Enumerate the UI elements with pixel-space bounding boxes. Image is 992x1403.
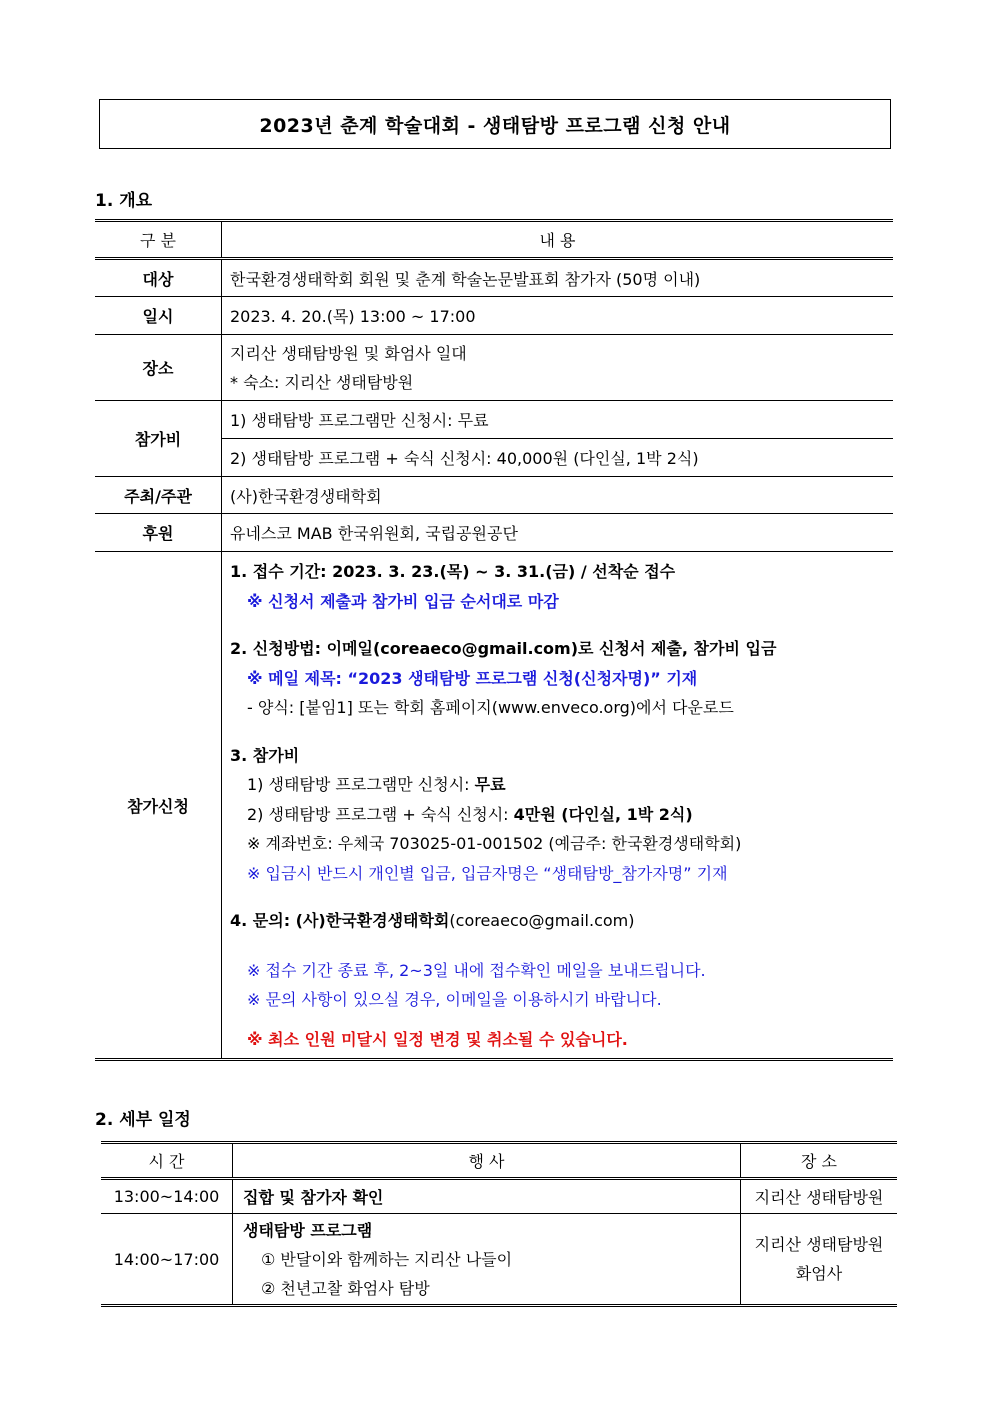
schedule-place-1: 지리산 생태탐방원 [741, 1179, 898, 1214]
apply-label: 참가신청 [95, 552, 222, 1060]
schedule-event-2: 생태탐방 프로그램 [243, 1220, 373, 1240]
header-category: 구 분 [95, 221, 222, 259]
target-label: 대상 [95, 259, 222, 297]
place-label: 장소 [95, 335, 222, 401]
schedule-table [101, 1141, 897, 1307]
apply-method: 2. 신청방법: 이메일(coreaeco@gmail.com)로 신청서 제출, 참가비 입금 [230, 639, 777, 658]
section-heading-overview: 1. 개요 [95, 191, 153, 211]
apply-details [222, 552, 894, 1060]
table-header-row [95, 221, 893, 259]
sponsor-value: 유네스코 MAB 한국위원회, 국립공원공단 [222, 514, 894, 552]
apply-mail-subject: ※ 메일 제목: “2023 생태탐방 프로그램 신청(신청자명)” 기재 [247, 668, 698, 688]
schedule-place-2b: 화엄사 [795, 1264, 843, 1283]
apply-period-note: ※ 신청서 제출과 참가비 입금 순서대로 마감 [247, 591, 559, 611]
place-note: * 숙소: 지리산 생태탐방원 [230, 372, 414, 392]
table-row [95, 514, 893, 552]
apply-fee-1: 1) 생태탐방 프로그램만 신청시: 무료 [247, 775, 506, 794]
apply-contact: 4. 문의: (사)한국환경생태학회(coreaeco@gmail.com) [230, 911, 635, 930]
header-time: 시 간 [101, 1143, 233, 1179]
table-row [101, 1179, 897, 1214]
fee-option-1: 1) 생태탐방 프로그램만 신청시: 무료 [222, 401, 894, 439]
table-row [95, 335, 893, 401]
host-label: 주최/주관 [95, 477, 222, 514]
apply-warning: ※ 최소 인원 미달시 일정 변경 및 취소될 수 있습니다. [247, 1029, 628, 1049]
table-header-row [101, 1143, 897, 1179]
date-value: 2023. 4. 20.(목) 13:00 ~ 17:00 [222, 297, 894, 335]
table-row [95, 552, 893, 1060]
apply-fee-heading: 3. 참가비 [230, 745, 300, 765]
sponsor-label: 후원 [95, 514, 222, 552]
section-heading-schedule: 2. 세부 일정 [95, 1110, 191, 1130]
fee-label: 참가비 [95, 401, 222, 477]
table-row [95, 401, 893, 439]
schedule-event-1: 집합 및 참가자 확인 [233, 1179, 741, 1214]
table-row [95, 297, 893, 335]
apply-form: - 양식: [붙임1] 또는 학회 홈페이지(www.enveco.org)에서 다운로드 [247, 698, 734, 717]
date-label: 일시 [95, 297, 222, 335]
schedule-event-2-sub-2: ② 천년고찰 화엄사 탐방 [261, 1278, 430, 1298]
schedule-event-2-sub-1: ① 반달이와 함께하는 지리산 나들이 [261, 1249, 513, 1269]
header-content: 내 용 [222, 221, 894, 259]
fee-option-2: 2) 생태탐방 프로그램 + 숙식 신청시: 40,000원 (다인실, 1박 2식) [222, 439, 894, 477]
header-event: 행 사 [233, 1143, 741, 1179]
apply-deposit-note: ※ 입금시 반드시 개인별 입금, 입금자명은 “생태탐방_참가자명” 기재 [247, 863, 728, 883]
table-row [95, 259, 893, 297]
table-row [95, 477, 893, 514]
apply-account: ※ 계좌번호: 우체국 703025-01-001502 (예금주: 한국환경생태학회) [247, 834, 742, 853]
apply-inquiry-note: ※ 문의 사항이 있으실 경우, 이메일을 이용하시기 바랍니다. [247, 990, 662, 1009]
table-row [101, 1214, 897, 1306]
apply-confirm-note: ※ 접수 기간 종료 후, 2~3일 내에 접수확인 메일을 보내드립니다. [247, 960, 706, 980]
apply-fee-2: 2) 생태탐방 프로그램 + 숙식 신청시: 4만원 (다인실, 1박 2식) [247, 804, 693, 824]
schedule-place-2a: 지리산 생태탐방원 [754, 1235, 884, 1254]
place-value: 지리산 생태탐방원 및 화엄사 일대 [230, 343, 467, 363]
target-value: 한국환경생태학회 회원 및 춘계 학술논문발표회 참가자 (50명 이내) [222, 259, 894, 297]
host-value: (사)한국환경생태학회 [222, 477, 894, 514]
apply-period: 1. 접수 기간: 2023. 3. 23.(목) ~ 3. 31.(금) / 선착순 접수 [230, 562, 676, 581]
schedule-time-2: 14:00~17:00 [101, 1214, 233, 1306]
schedule-time-1: 13:00~14:00 [101, 1179, 233, 1214]
header-place: 장 소 [741, 1143, 898, 1179]
page-title: 2023년 춘계 학술대회 - 생태탐방 프로그램 신청 안내 [99, 99, 891, 149]
overview-table [95, 219, 893, 1061]
